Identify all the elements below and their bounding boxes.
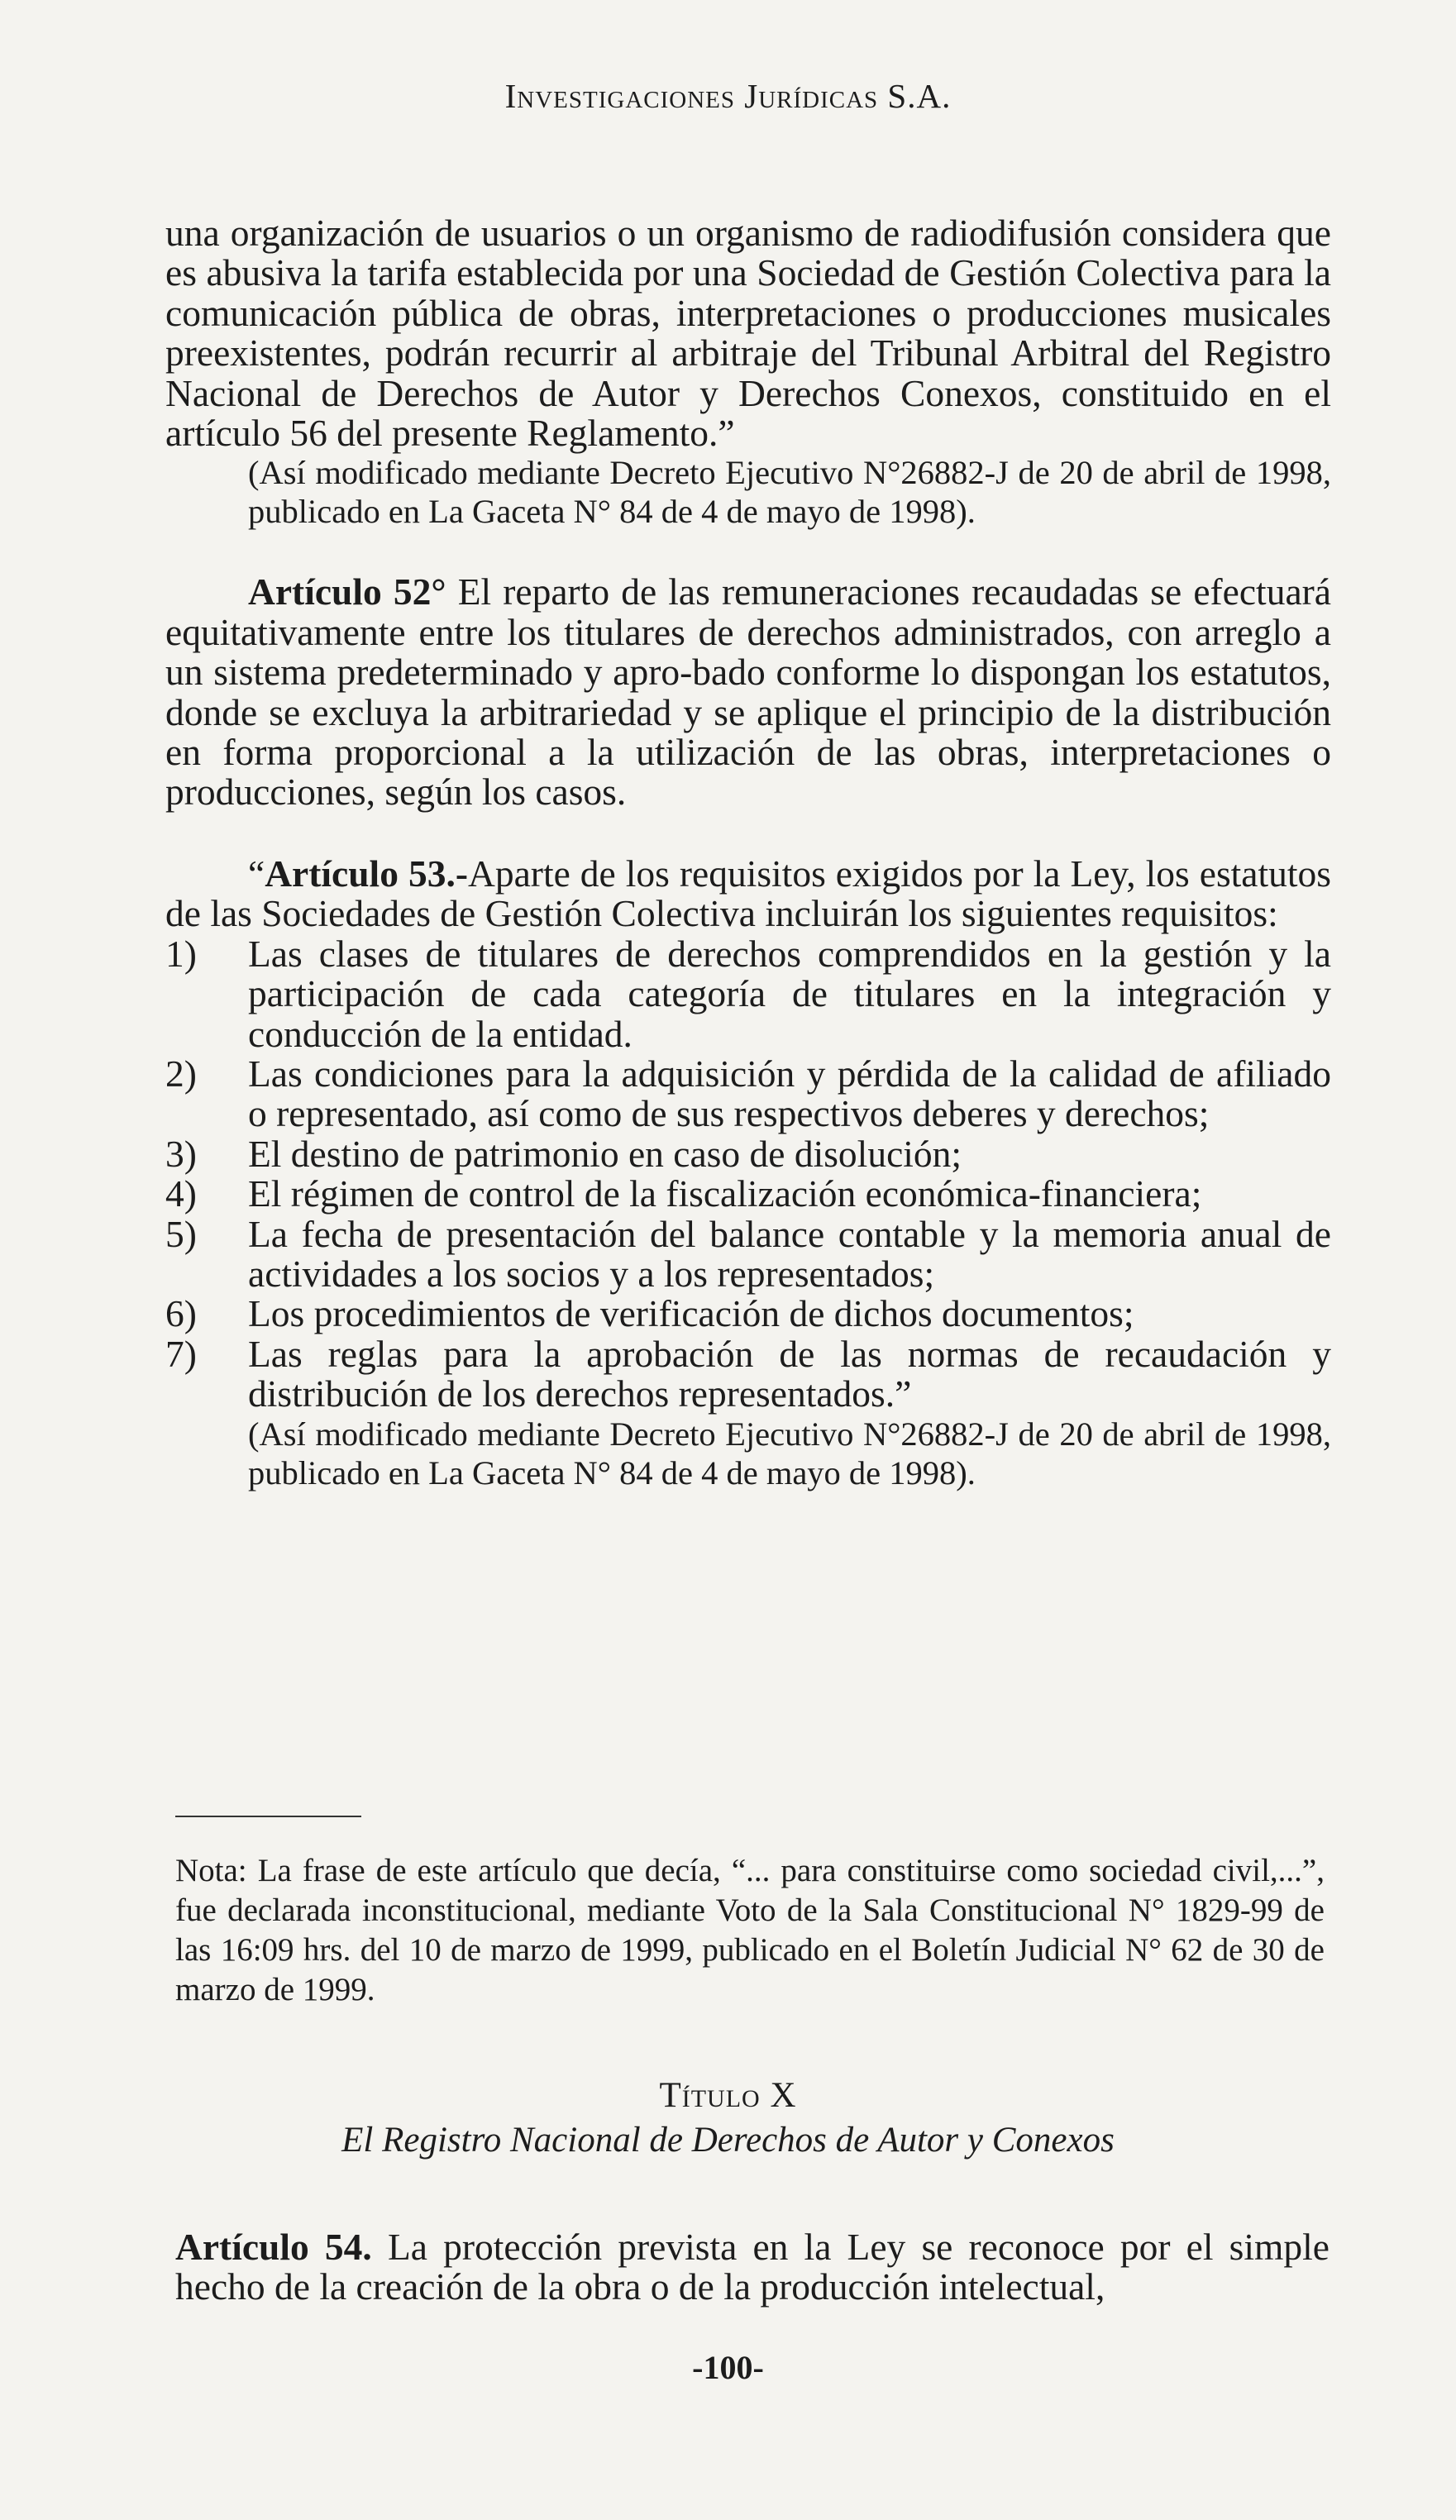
list-item-number: 2) [165, 1052, 197, 1095]
list-item [165, 1134, 1331, 1174]
list-item-number: 4) [165, 1172, 197, 1215]
page-number: -100- [692, 2349, 764, 2386]
footnote-divider [175, 1816, 361, 1817]
list-item-number: 5) [165, 1212, 197, 1255]
list-item-number: 7) [165, 1332, 197, 1375]
list-item-text: El destino de patrimonio en caso de disolución; [248, 1132, 962, 1175]
list-item-number: 3) [165, 1132, 197, 1175]
running-head: Investigaciones Jurídicas S.A. [504, 77, 952, 115]
section-title [0, 2074, 1456, 2163]
list-item-number: 1) [165, 932, 197, 975]
list-item [165, 1174, 1331, 1214]
requirements-list [165, 934, 1331, 1415]
opening-quote: “ [248, 852, 265, 895]
article-53-heading: Artículo 53.- [265, 852, 468, 895]
list-item [165, 1212, 1331, 1295]
article-52-heading: Artículo 52° [248, 570, 446, 613]
list-item-text: Las clases de titulares de derechos comprendidos en la gestión y la participación de cada categoría de titulares en la integración y conducción de la entidad. [248, 932, 1331, 1055]
main-text [165, 213, 1331, 1492]
list-item-text: Los procedimientos de verificación de dichos documentos; [248, 1292, 1134, 1335]
list-item [165, 1294, 1331, 1334]
list-item [165, 1054, 1331, 1134]
list-item-text: El régimen de control de la fiscalización económica-financiera; [248, 1172, 1202, 1215]
article-53-intro-text: Aparte de los requisitos exigidos por la Ley, los estatutos de las Sociedades de Gestión Colectiva incluirán los siguientes requisitos: [165, 852, 1331, 935]
article-54-heading: Artículo 54. [175, 2225, 372, 2268]
list-item [165, 1334, 1331, 1415]
list-item-number: 6) [165, 1292, 197, 1335]
article-54 [175, 2227, 1329, 2308]
modification-note-1: (Así modificado mediante Decreto Ejecutivo N°26882-J de 20 de abril de 1998, publicado en La Gaceta N° 84 de 4 de mayo de 1998). [248, 454, 1331, 531]
title-subtitle: El Registro Nacional de Derechos de Autor y Conexos [341, 2121, 1115, 2160]
list-item-text: Las reglas para la aprobación de las normas de recaudación y distribución de los derechos representados.” [248, 1332, 1331, 1415]
modification-note-2: (Así modificado mediante Decreto Ejecutivo N°26882-J de 20 de abril de 1998, publicado en La Gaceta N° 84 de 4 de mayo de 1998). [248, 1415, 1331, 1491]
list-item-text: Las condiciones para la adquisición y pérdida de la calidad de afiliado o representado, así como de sus respectivos deberes y derechos; [248, 1052, 1331, 1135]
article-54-text: La protección prevista en la Ley se reconoce por el simple hecho de la creación de la obra o de la producción intelectual, [175, 2225, 1329, 2308]
article-53-intro [165, 854, 1331, 934]
title-number: Título X [659, 2076, 797, 2115]
continuation-paragraph: una organización de usuarios o un organismo de radiodifusión considera que es abusiva la tarifa establecida por una Sociedad de Gestión Colectiva para la comunicación pública de obras, interpretaciones o producciones musicales preexistentes, podrán recurrir al arbitraje del Tribunal Arbitral del Registro Nacional de Derechos de Autor y Derechos Conexos, constituido en el artículo 56 del presente Reglamento.” [165, 212, 1331, 455]
list-item-text: La fecha de presentación del balance contable y la memoria anual de actividades a los socios y a los representados; [248, 1212, 1331, 1295]
article-52-text: El reparto de las remuneraciones recaudadas se efectuará equitativamente entre los titulares de derechos administrados, con arreglo a un sistema predeterminado y apro-bado conforme lo dispongan los estatutos, donde se excluya la arbitrariedad y se aplique el principio de la distribución en forma proporcional a la utilización de las obras, interpretaciones o producciones, según los casos. [165, 570, 1331, 814]
list-item [165, 934, 1331, 1054]
footnote: Nota: La frase de este artículo que decía, “... para constituirse como sociedad civil,...”, fue declarada inconstitucional, mediante Voto de la Sala Constitucional N° 1829-99 de las 16:09 hrs. del 10 de marzo de 1999, publicado en el Boletín Judicial N° 62 de 30 de marzo de 1999. [175, 1853, 1325, 2007]
article-52 [165, 572, 1331, 812]
